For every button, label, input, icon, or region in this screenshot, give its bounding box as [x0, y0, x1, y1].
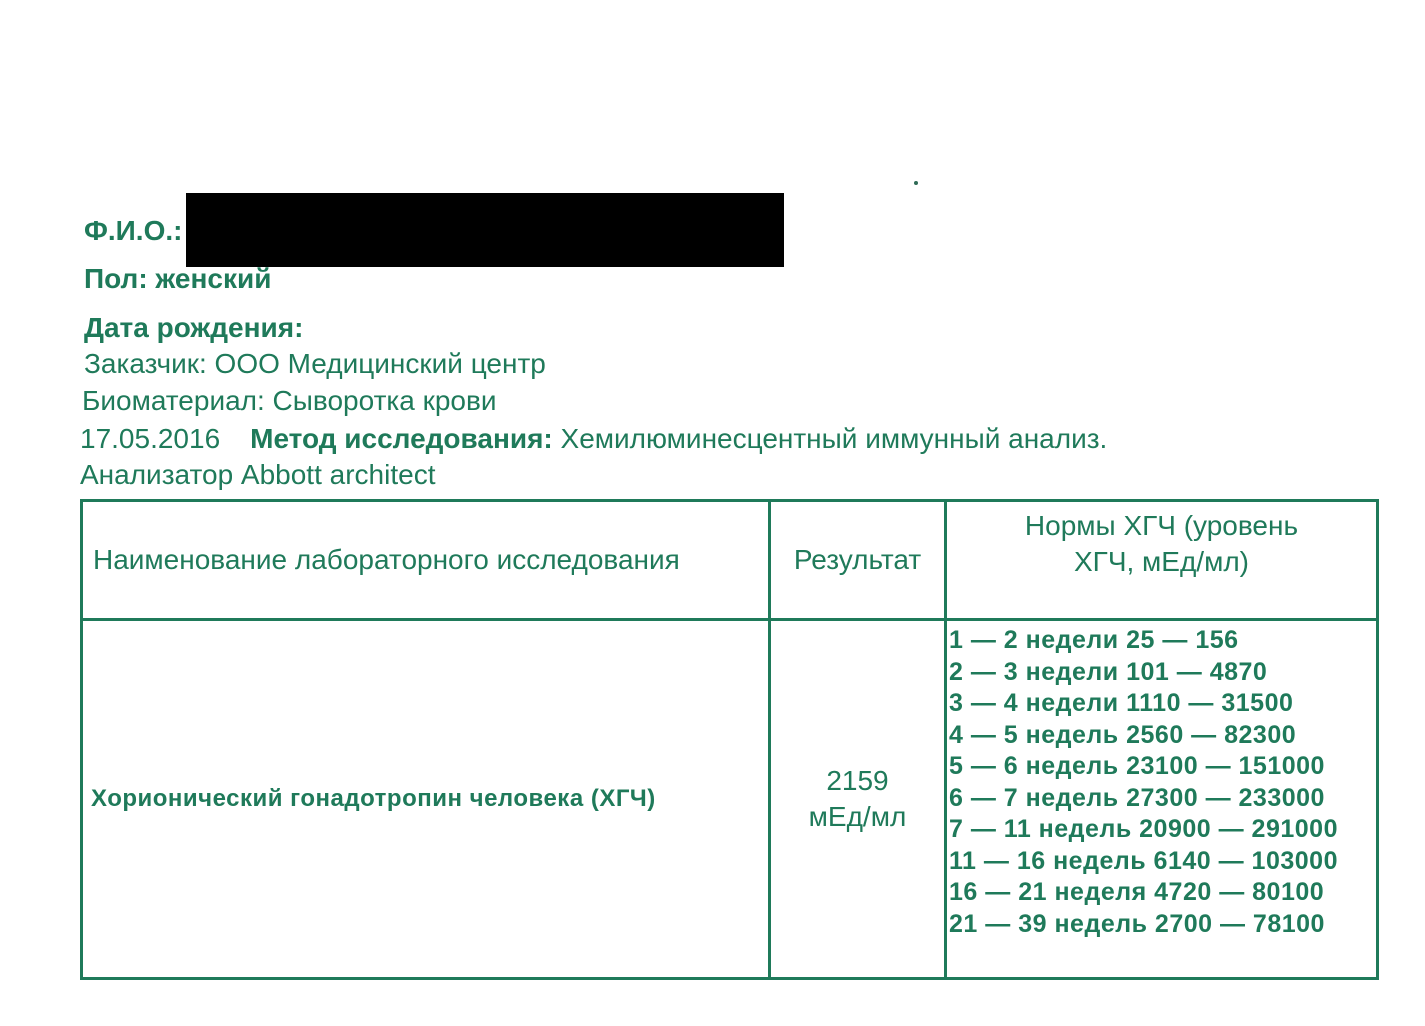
method-value: Хемилюминесцентный иммунный анализ. [560, 423, 1108, 454]
norm-line: 16 — 21 неделя 4720 — 80100 [949, 878, 1325, 906]
norm-line: 6 — 7 недель 27300 — 233000 [949, 783, 1325, 812]
table-row [82, 620, 1378, 979]
scan-speck [914, 181, 918, 185]
table-header-row [82, 501, 1378, 620]
header-result: Результат [770, 501, 946, 620]
norm-line: 4 — 5 недель 2560 — 82300 [949, 720, 1297, 749]
result-cell [770, 620, 946, 979]
results-table [80, 499, 1379, 980]
customer-field: Заказчик: ООО Медицинский центр [84, 348, 546, 379]
norm-line: 11 — 16 недель 6140 — 103000 [949, 846, 1338, 875]
header-norms-line2: ХГЧ, мЕд/мл) [1073, 546, 1249, 577]
norm-line: 21 — 39 недель 2700 — 78100 [949, 909, 1325, 938]
method-line [80, 423, 1107, 455]
header-norms-line1: Нормы ХГЧ (уровень [1024, 510, 1299, 541]
header-test-name: Наименование лабораторного исследования [82, 501, 770, 620]
norm-line: 1 — 2 недели 25 — 156 [949, 626, 1239, 654]
fio-label: Ф.И.О.: [84, 215, 183, 246]
header-norms [946, 501, 1378, 620]
result-value: 2159 [826, 765, 889, 796]
norm-line: 3 — 4 недели 1110 — 31500 [949, 689, 1294, 717]
method-label: Метод исследования: [250, 423, 553, 454]
analyzer-field: Анализатор Abbott architect [80, 459, 436, 490]
norms-cell [946, 620, 1378, 979]
norm-line: 7 — 11 недель 20900 — 291000 [949, 815, 1338, 843]
biomaterial-field: Биоматериал: Сыворотка крови [82, 385, 497, 416]
sex-field: Пол: женский [84, 263, 272, 294]
result-unit: мЕд/мл [808, 801, 907, 832]
test-name: Хорионический гонадотропин человека (ХГЧ) [82, 620, 770, 979]
norm-line: 5 — 6 недель 23100 — 151000 [949, 752, 1325, 780]
report-date: 17.05.2016 [80, 423, 221, 454]
dob-label: Дата рождения: [84, 312, 304, 343]
norm-line: 2 — 3 недели 101 — 4870 [949, 657, 1268, 686]
redacted-name-block [186, 193, 784, 267]
